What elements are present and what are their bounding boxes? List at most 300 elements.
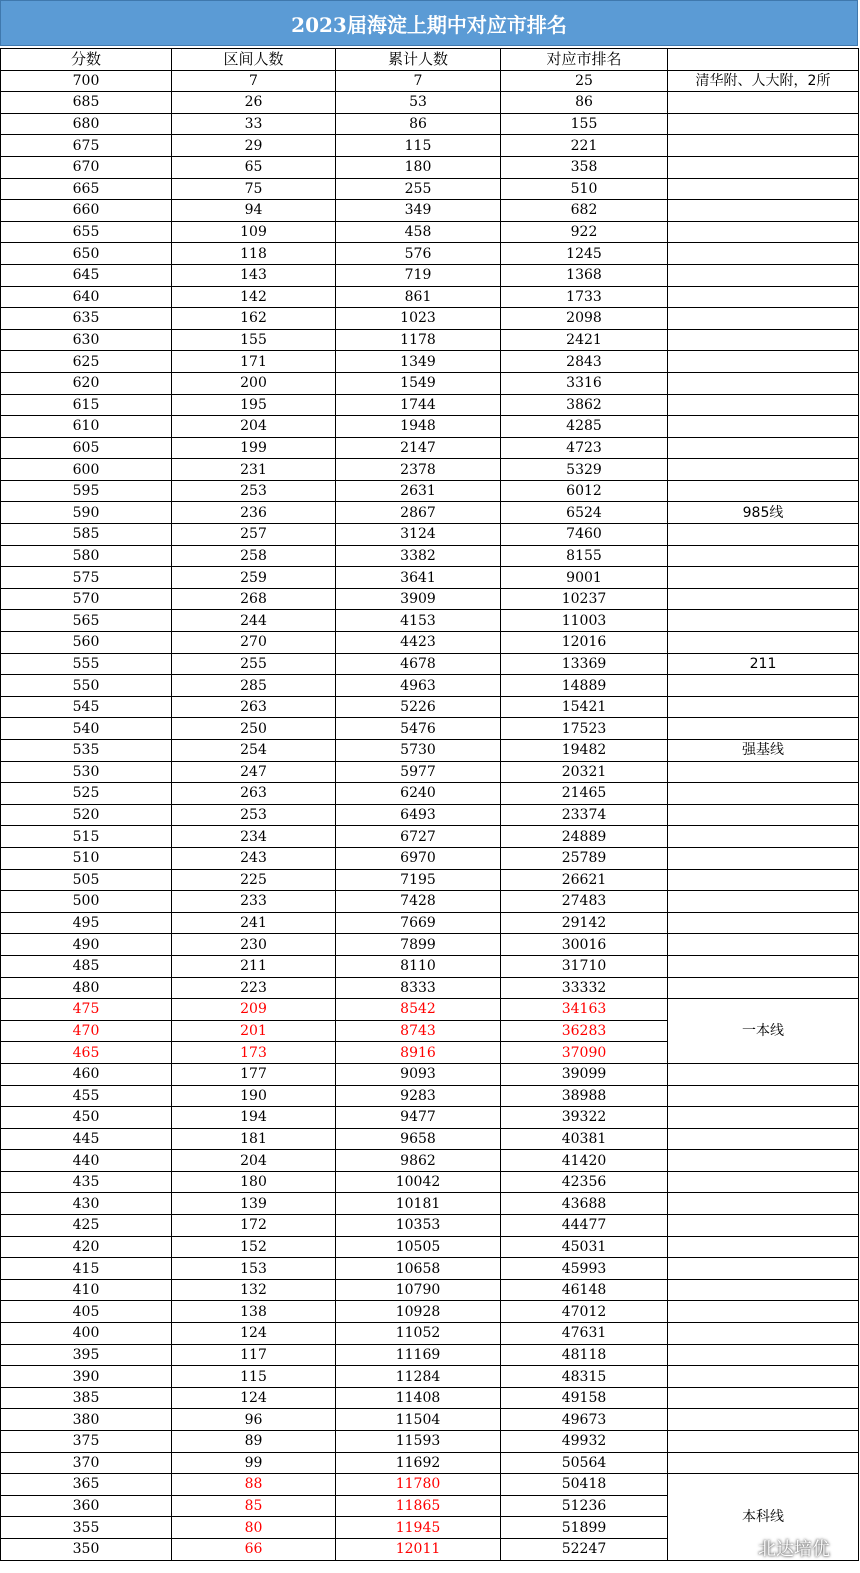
note-cell [668, 1344, 859, 1366]
cell-city-rank: 8155 [501, 545, 668, 567]
cell-city-rank: 39099 [501, 1063, 668, 1085]
note-cell [668, 1085, 859, 1107]
cell-city-rank: 48315 [501, 1366, 668, 1388]
table-row [1, 955, 859, 977]
cell-city-rank: 41420 [501, 1150, 668, 1172]
cell-city-rank: 26621 [501, 869, 668, 891]
note-cell [668, 221, 859, 243]
note-cell [668, 567, 859, 589]
cell-range-count: 138 [172, 1301, 336, 1323]
table-row [1, 1452, 859, 1474]
note-cell [668, 891, 859, 913]
table-row [1, 70, 859, 92]
cell-range-count: 234 [172, 826, 336, 848]
cell-city-rank: 42356 [501, 1171, 668, 1193]
note-cell [668, 113, 859, 135]
cell-city-rank: 25 [501, 70, 668, 92]
table-row [1, 308, 859, 330]
cell-score: 680 [1, 113, 172, 135]
cell-cumulative-count: 11593 [336, 1431, 501, 1453]
cell-range-count: 139 [172, 1193, 336, 1215]
note-cell [668, 545, 859, 567]
table-row [1, 912, 859, 934]
cell-city-rank: 29142 [501, 912, 668, 934]
note-cell [668, 1431, 859, 1453]
cell-cumulative-count: 576 [336, 243, 501, 265]
cell-range-count: 26 [172, 92, 336, 114]
note-cell [668, 480, 859, 502]
cell-score: 510 [1, 847, 172, 869]
cell-city-rank: 17523 [501, 718, 668, 740]
cell-score: 495 [1, 912, 172, 934]
cell-cumulative-count: 10790 [336, 1279, 501, 1301]
note-cell [668, 524, 859, 546]
table-row [1, 588, 859, 610]
cell-city-rank: 3316 [501, 372, 668, 394]
cell-range-count: 195 [172, 394, 336, 416]
cell-score: 605 [1, 437, 172, 459]
cell-cumulative-count: 1948 [336, 416, 501, 438]
cell-cumulative-count: 3382 [336, 545, 501, 567]
cell-cumulative-count: 11169 [336, 1344, 501, 1366]
cell-cumulative-count: 10042 [336, 1171, 501, 1193]
table-row [1, 524, 859, 546]
cell-city-rank: 34163 [501, 999, 668, 1021]
table-row [1, 1301, 859, 1323]
table-row [1, 1236, 859, 1258]
cell-range-count: 211 [172, 955, 336, 977]
cell-range-count: 75 [172, 178, 336, 200]
note-cell [668, 1452, 859, 1474]
cell-city-rank: 13369 [501, 653, 668, 675]
cell-range-count: 88 [172, 1474, 336, 1496]
cell-range-count: 209 [172, 999, 336, 1021]
cell-range-count: 171 [172, 351, 336, 373]
cell-range-count: 199 [172, 437, 336, 459]
cell-city-rank: 30016 [501, 934, 668, 956]
cell-city-rank: 2843 [501, 351, 668, 373]
cell-cumulative-count: 9477 [336, 1107, 501, 1129]
note-cell [668, 977, 859, 999]
table-row [1, 416, 859, 438]
table-row [1, 740, 859, 762]
cell-cumulative-count: 7195 [336, 869, 501, 891]
note-cell [668, 351, 859, 373]
cell-range-count: 65 [172, 156, 336, 178]
cell-score: 640 [1, 286, 172, 308]
cell-score: 630 [1, 329, 172, 351]
cell-score: 520 [1, 804, 172, 826]
table-row [1, 653, 859, 675]
note-cell [668, 696, 859, 718]
cell-city-rank: 221 [501, 135, 668, 157]
note-yiben-line: 一本线 [668, 999, 859, 1064]
cell-cumulative-count: 8743 [336, 1020, 501, 1042]
cell-range-count: 200 [172, 372, 336, 394]
cell-cumulative-count: 6493 [336, 804, 501, 826]
table-row [1, 200, 859, 222]
cell-city-rank: 1733 [501, 286, 668, 308]
note-cell [668, 761, 859, 783]
table-row [1, 1279, 859, 1301]
cell-score: 415 [1, 1258, 172, 1280]
cell-range-count: 132 [172, 1279, 336, 1301]
cell-score: 660 [1, 200, 172, 222]
note-cell [668, 826, 859, 848]
cell-score: 400 [1, 1323, 172, 1345]
table-row [1, 545, 859, 567]
wechat-icon [730, 1539, 752, 1557]
cell-city-rank: 50564 [501, 1452, 668, 1474]
cell-city-rank: 14889 [501, 675, 668, 697]
cell-score: 355 [1, 1517, 172, 1539]
cell-cumulative-count: 2147 [336, 437, 501, 459]
cell-range-count: 225 [172, 869, 336, 891]
watermark [730, 1535, 830, 1561]
cell-range-count: 66 [172, 1538, 336, 1560]
cell-city-rank: 2098 [501, 308, 668, 330]
cell-range-count: 270 [172, 632, 336, 654]
cell-score: 390 [1, 1366, 172, 1388]
watermark-text: 北达培优 [758, 1539, 830, 1560]
cell-city-rank: 46148 [501, 1279, 668, 1301]
cell-city-rank: 40381 [501, 1128, 668, 1150]
cell-cumulative-count: 11408 [336, 1387, 501, 1409]
note-cell [668, 1236, 859, 1258]
cell-score: 560 [1, 632, 172, 654]
cell-cumulative-count: 10658 [336, 1258, 501, 1280]
cell-cumulative-count: 8542 [336, 999, 501, 1021]
cell-cumulative-count: 2378 [336, 459, 501, 481]
cell-city-rank: 12016 [501, 632, 668, 654]
cell-score: 625 [1, 351, 172, 373]
cell-range-count: 241 [172, 912, 336, 934]
note-cell [668, 783, 859, 805]
cell-range-count: 243 [172, 847, 336, 869]
cell-range-count: 29 [172, 135, 336, 157]
cell-city-rank: 23374 [501, 804, 668, 826]
cell-city-rank: 5329 [501, 459, 668, 481]
cell-score: 655 [1, 221, 172, 243]
cell-score: 425 [1, 1215, 172, 1237]
note-cell [668, 955, 859, 977]
cell-range-count: 254 [172, 740, 336, 762]
cell-score: 370 [1, 1452, 172, 1474]
cell-score: 530 [1, 761, 172, 783]
cell-cumulative-count: 11692 [336, 1452, 501, 1474]
cell-cumulative-count: 3641 [336, 567, 501, 589]
cell-city-rank: 25789 [501, 847, 668, 869]
cell-range-count: 285 [172, 675, 336, 697]
cell-cumulative-count: 9658 [336, 1128, 501, 1150]
cell-city-rank: 39322 [501, 1107, 668, 1129]
table-row [1, 437, 859, 459]
cell-score: 590 [1, 502, 172, 524]
cell-range-count: 94 [172, 200, 336, 222]
cell-score: 490 [1, 934, 172, 956]
cell-city-rank: 6012 [501, 480, 668, 502]
note-cell [668, 1193, 859, 1215]
cell-cumulative-count: 7428 [336, 891, 501, 913]
note-cell [668, 1279, 859, 1301]
cell-city-rank: 33332 [501, 977, 668, 999]
cell-cumulative-count: 2631 [336, 480, 501, 502]
note-cell [668, 135, 859, 157]
cell-cumulative-count: 5226 [336, 696, 501, 718]
table-row [1, 1258, 859, 1280]
cell-range-count: 172 [172, 1215, 336, 1237]
cell-range-count: 109 [172, 221, 336, 243]
cell-city-rank: 49673 [501, 1409, 668, 1431]
cell-city-rank: 37090 [501, 1042, 668, 1064]
cell-score: 470 [1, 1020, 172, 1042]
header-row [1, 49, 859, 71]
table-row [1, 135, 859, 157]
table-row [1, 934, 859, 956]
cell-city-rank: 43688 [501, 1193, 668, 1215]
header-city-rank: 对应市排名 [501, 49, 668, 71]
cell-cumulative-count: 9862 [336, 1150, 501, 1172]
cell-range-count: 230 [172, 934, 336, 956]
cell-range-count: 268 [172, 588, 336, 610]
cell-cumulative-count: 1549 [336, 372, 501, 394]
note-cell [668, 1215, 859, 1237]
cell-cumulative-count: 2867 [336, 502, 501, 524]
cell-range-count: 143 [172, 264, 336, 286]
cell-score: 670 [1, 156, 172, 178]
note-cell [668, 416, 859, 438]
cell-score: 545 [1, 696, 172, 718]
cell-city-rank: 4723 [501, 437, 668, 459]
cell-cumulative-count: 53 [336, 92, 501, 114]
cell-range-count: 250 [172, 718, 336, 740]
table-row [1, 1063, 859, 1085]
cell-score: 375 [1, 1431, 172, 1453]
table-row [1, 178, 859, 200]
cell-range-count: 7 [172, 70, 336, 92]
note-cell [668, 1150, 859, 1172]
note-cell [668, 459, 859, 481]
table-row [1, 92, 859, 114]
cell-city-rank: 10237 [501, 588, 668, 610]
cell-range-count: 263 [172, 696, 336, 718]
cell-cumulative-count: 4153 [336, 610, 501, 632]
cell-range-count: 80 [172, 1517, 336, 1539]
header-range-count: 区间人数 [172, 49, 336, 71]
table-row [1, 826, 859, 848]
cell-cumulative-count: 5730 [336, 740, 501, 762]
table-row [1, 1366, 859, 1388]
cell-range-count: 180 [172, 1171, 336, 1193]
cell-city-rank: 52247 [501, 1538, 668, 1560]
note-cell [668, 200, 859, 222]
table-row [1, 286, 859, 308]
cell-score: 555 [1, 653, 172, 675]
cell-city-rank: 48118 [501, 1344, 668, 1366]
cell-score: 410 [1, 1279, 172, 1301]
cell-score: 515 [1, 826, 172, 848]
cell-score: 540 [1, 718, 172, 740]
cell-city-rank: 38988 [501, 1085, 668, 1107]
table-row [1, 394, 859, 416]
cell-cumulative-count: 11945 [336, 1517, 501, 1539]
cell-score: 480 [1, 977, 172, 999]
table-row [1, 264, 859, 286]
cell-range-count: 181 [172, 1128, 336, 1150]
cell-range-count: 244 [172, 610, 336, 632]
cell-score: 395 [1, 1344, 172, 1366]
table-row [1, 1215, 859, 1237]
cell-range-count: 85 [172, 1495, 336, 1517]
cell-score: 585 [1, 524, 172, 546]
cell-range-count: 247 [172, 761, 336, 783]
cell-city-rank: 51236 [501, 1495, 668, 1517]
cell-score: 350 [1, 1538, 172, 1560]
note-cell-line985: 985线 [668, 502, 859, 524]
table-row [1, 610, 859, 632]
note-cell [668, 1063, 859, 1085]
header-note [668, 49, 859, 71]
header-score: 分数 [1, 49, 172, 71]
cell-cumulative-count: 4963 [336, 675, 501, 697]
cell-score: 405 [1, 1301, 172, 1323]
cell-range-count: 99 [172, 1452, 336, 1474]
cell-range-count: 124 [172, 1387, 336, 1409]
cell-city-rank: 31710 [501, 955, 668, 977]
cell-score: 430 [1, 1193, 172, 1215]
cell-cumulative-count: 1349 [336, 351, 501, 373]
cell-range-count: 118 [172, 243, 336, 265]
cell-range-count: 223 [172, 977, 336, 999]
cell-city-rank: 1245 [501, 243, 668, 265]
cell-cumulative-count: 6727 [336, 826, 501, 848]
cell-cumulative-count: 7669 [336, 912, 501, 934]
cell-score: 445 [1, 1128, 172, 1150]
cell-score: 675 [1, 135, 172, 157]
cell-score: 525 [1, 783, 172, 805]
cell-city-rank: 24889 [501, 826, 668, 848]
note-cell [668, 394, 859, 416]
cell-cumulative-count: 4678 [336, 653, 501, 675]
table-row [1, 1150, 859, 1172]
note-cell [668, 1107, 859, 1129]
cell-cumulative-count: 6240 [336, 783, 501, 805]
cell-cumulative-count: 1178 [336, 329, 501, 351]
cell-city-rank: 6524 [501, 502, 668, 524]
cell-cumulative-count: 349 [336, 200, 501, 222]
header-cumulative-count: 累计人数 [336, 49, 501, 71]
cell-cumulative-count: 9283 [336, 1085, 501, 1107]
cell-score: 665 [1, 178, 172, 200]
note-cell-qiangji: 强基线 [668, 740, 859, 762]
note-cell [668, 1387, 859, 1409]
cell-score: 440 [1, 1150, 172, 1172]
cell-score: 380 [1, 1409, 172, 1431]
cell-cumulative-count: 8333 [336, 977, 501, 999]
table-row [1, 1387, 859, 1409]
table-row [1, 999, 859, 1021]
cell-range-count: 162 [172, 308, 336, 330]
note-cell [668, 329, 859, 351]
cell-score: 685 [1, 92, 172, 114]
cell-score: 435 [1, 1171, 172, 1193]
table-row [1, 480, 859, 502]
note-cell [668, 934, 859, 956]
cell-cumulative-count: 5476 [336, 718, 501, 740]
note-cell [668, 156, 859, 178]
table-row [1, 243, 859, 265]
cell-score: 550 [1, 675, 172, 697]
cell-cumulative-count: 9093 [336, 1063, 501, 1085]
cell-score: 595 [1, 480, 172, 502]
table-row [1, 329, 859, 351]
note-cell [668, 1366, 859, 1388]
table-row [1, 156, 859, 178]
note-cell [668, 372, 859, 394]
table-body [1, 70, 859, 1560]
cell-city-rank: 45031 [501, 1236, 668, 1258]
cell-score: 360 [1, 1495, 172, 1517]
cell-city-rank: 2421 [501, 329, 668, 351]
note-cell [668, 804, 859, 826]
cell-score: 465 [1, 1042, 172, 1064]
note-cell [668, 610, 859, 632]
cell-range-count: 253 [172, 480, 336, 502]
cell-cumulative-count: 11865 [336, 1495, 501, 1517]
table-row [1, 1323, 859, 1345]
cell-cumulative-count: 11780 [336, 1474, 501, 1496]
cell-range-count: 153 [172, 1258, 336, 1280]
cell-cumulative-count: 5977 [336, 761, 501, 783]
cell-cumulative-count: 115 [336, 135, 501, 157]
cell-city-rank: 27483 [501, 891, 668, 913]
cell-score: 365 [1, 1474, 172, 1496]
note-cell [668, 92, 859, 114]
cell-score: 505 [1, 869, 172, 891]
table-row [1, 783, 859, 805]
table-row [1, 1171, 859, 1193]
note-cell [668, 178, 859, 200]
note-cell [668, 286, 859, 308]
cell-score: 620 [1, 372, 172, 394]
cell-city-rank: 15421 [501, 696, 668, 718]
cell-score: 475 [1, 999, 172, 1021]
note-cell [668, 1409, 859, 1431]
cell-range-count: 194 [172, 1107, 336, 1129]
table-row [1, 696, 859, 718]
cell-cumulative-count: 4423 [336, 632, 501, 654]
cell-city-rank: 45993 [501, 1258, 668, 1280]
note-cell [668, 869, 859, 891]
table-row [1, 675, 859, 697]
table-row [1, 1344, 859, 1366]
cell-range-count: 236 [172, 502, 336, 524]
cell-range-count: 177 [172, 1063, 336, 1085]
table-title: 2023届海淀上期中对应市排名 [0, 0, 858, 46]
cell-score: 575 [1, 567, 172, 589]
table-row [1, 567, 859, 589]
cell-cumulative-count: 11504 [336, 1409, 501, 1431]
cell-range-count: 204 [172, 1150, 336, 1172]
cell-score: 580 [1, 545, 172, 567]
cell-range-count: 33 [172, 113, 336, 135]
note-cell [668, 1128, 859, 1150]
table-row [1, 1085, 859, 1107]
cell-score: 455 [1, 1085, 172, 1107]
cell-cumulative-count: 86 [336, 113, 501, 135]
cell-city-rank: 7460 [501, 524, 668, 546]
cell-city-rank: 21465 [501, 783, 668, 805]
